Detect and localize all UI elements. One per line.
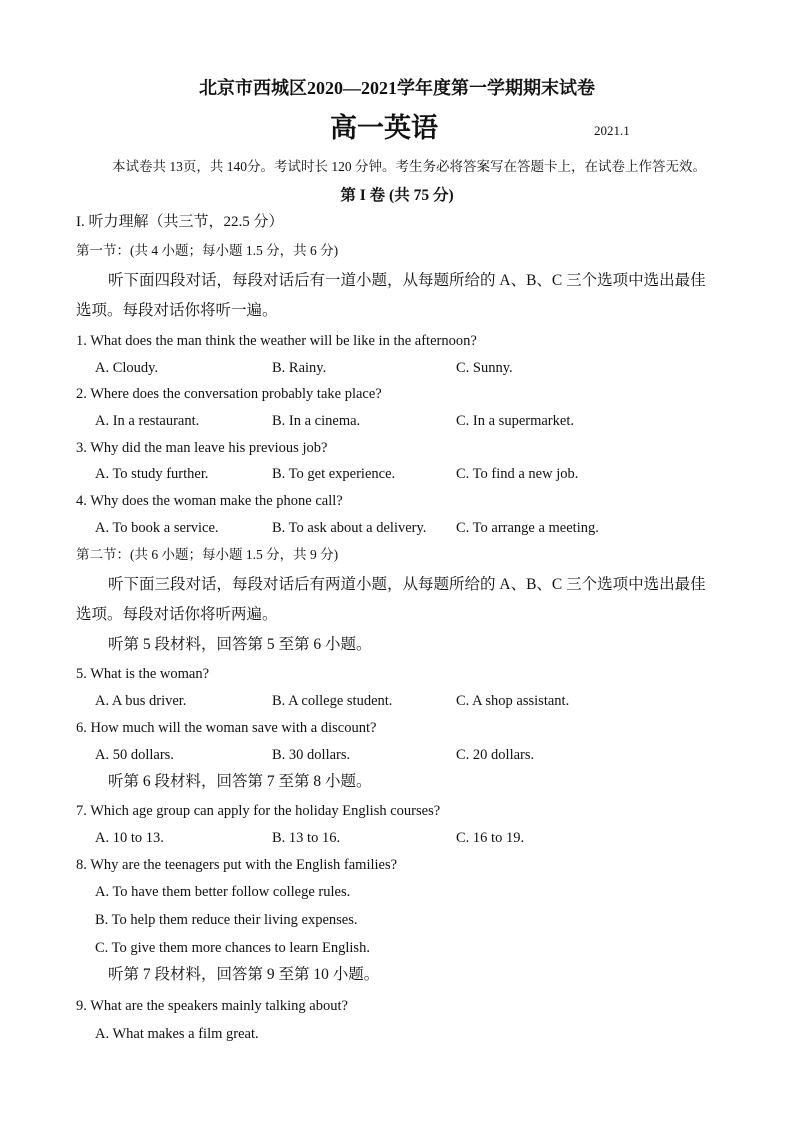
question-3-option-c[interactable]: C. To find a new job. [456,466,579,482]
question-2-option-a[interactable]: A. In a restaurant. [95,413,200,429]
question-6-option-b[interactable]: B. 30 dollars. [272,747,351,763]
question-7-option-a[interactable]: A. 10 to 13. [95,830,164,846]
material-6-instruction: 听第 6 段材料，回答第 7 至第 8 小题。 [108,773,372,790]
question-5-option-a[interactable]: A. A bus driver. [95,693,187,709]
question-6-option-c[interactable]: C. 20 dollars. [456,747,535,763]
section2-instructions-line1: 听下面三段对话，每段对话后有两道小题，从每题所给的 A、B、C 三个选项中选出最佳 [108,576,706,593]
question-7: 7. Which age group can apply for the holiday English courses? [76,803,441,819]
exam-date: 2021.1 [594,123,630,138]
question-1-option-a[interactable]: A. Cloudy. [95,360,159,376]
question-5-option-c[interactable]: C. A shop assistant. [456,693,570,709]
question-6: 6. How much will the woman save with a discount? [76,720,377,736]
part-title: 第 I 卷 (共 75 分) [340,187,454,204]
question-3-option-a[interactable]: A. To study further. [95,466,209,482]
question-6-option-a[interactable]: A. 50 dollars. [95,747,174,763]
question-5-option-b[interactable]: B. A college student. [272,693,393,709]
question-4-option-c[interactable]: C. To arrange a meeting. [456,520,599,536]
section2-heading: 第二节：(共 6 小题；每小题 1.5 分，共 9 分) [76,547,339,562]
question-7-option-c[interactable]: C. 16 to 19. [456,830,525,846]
question-2-option-b[interactable]: B. In a cinema. [272,413,361,429]
question-2-option-c[interactable]: C. In a supermarket. [456,413,574,429]
question-4-option-b[interactable]: B. To ask about a delivery. [272,520,427,536]
listening-title: I. 听力理解（共三节，22.5 分） [76,214,284,230]
question-2: 2. Where does the conversation probably take place? [76,386,382,402]
question-9-option-a[interactable]: A. What makes a film great. [95,1026,259,1042]
question-9: 9. What are the speakers mainly talking about? [76,998,348,1014]
exam-title: 北京市西城区2020—2021学年度第一学期期末试卷 [199,78,595,98]
question-8-option-b[interactable]: B. To help them reduce their living expenses. [95,912,358,928]
question-1-option-c[interactable]: C. Sunny. [456,360,513,376]
section1-instructions-line2: 选项。每段对话你将听一遍。 [76,302,278,319]
section1-instructions-line1: 听下面四段对话，每段对话后有一道小题，从每题所给的 A、B、C 三个选项中选出最佳 [108,272,706,289]
question-7-option-b[interactable]: B. 13 to 16. [272,830,341,846]
question-4-option-a[interactable]: A. To book a service. [95,520,219,536]
question-8-option-c[interactable]: C. To give them more chances to learn English. [95,940,370,956]
exam-notice: 本试卷共 13页，共 140分。考试时长 120 分钟。考生务必将答案写在答题卡上，在试卷上作答无效。 [112,159,706,174]
material-5-instruction: 听第 5 段材料，回答第 5 至第 6 小题。 [108,636,372,653]
question-3: 3. Why did the man leave his previous job? [76,440,328,456]
section1-heading: 第一节：(共 4 小题；每小题 1.5 分，共 6 分) [76,243,339,258]
question-8-option-a[interactable]: A. To have them better follow college rules. [95,884,351,900]
question-5: 5. What is the woman? [76,666,210,682]
question-4: 4. Why does the woman make the phone call? [76,493,343,509]
section2-instructions-line2: 选项。每段对话你将听两遍。 [76,606,278,623]
question-1: 1. What does the man think the weather will be like in the afternoon? [76,333,477,349]
question-3-option-b[interactable]: B. To get experience. [272,466,396,482]
question-8: 8. Why are the teenagers put with the English families? [76,857,398,873]
subject-title: 高一英语 [330,113,438,143]
material-7-instruction: 听第 7 段材料，回答第 9 至第 10 小题。 [108,966,380,983]
question-1-option-b[interactable]: B. Rainy. [272,360,327,376]
